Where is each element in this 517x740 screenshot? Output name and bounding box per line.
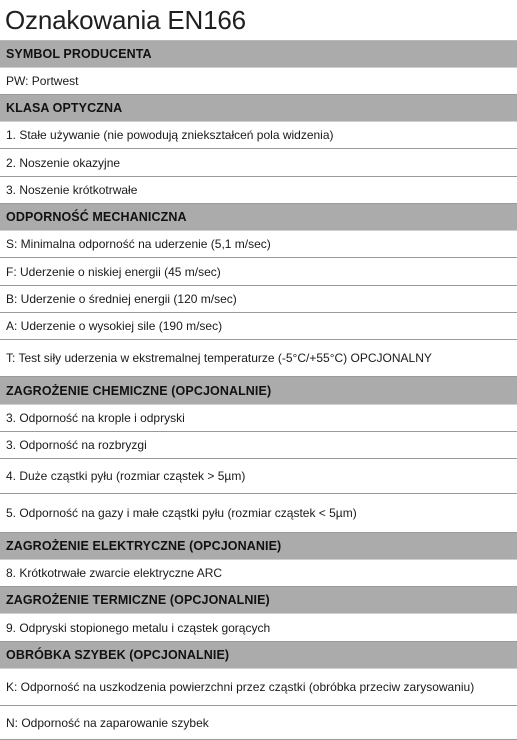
section-header-chemical-hazard: ZAGROŻENIE CHEMICZNE (OPCJONALNIE) <box>0 377 517 405</box>
table-row: 8. Krótkotrwałe zwarcie elektryczne ARC <box>0 560 517 587</box>
table-row: N: Odporność na zaparowanie szybek <box>0 706 517 740</box>
table-row: A: Uderzenie o wysokiej sile (190 m/sec) <box>0 313 517 340</box>
table-row: 1. Stałe używanie (nie powodują zniekształceń pola widzenia) <box>0 122 517 149</box>
table-row: 5. Odporność na gazy i małe cząstki pyłu (rozmiar cząstek < 5µm) <box>0 494 517 533</box>
table-row: K: Odporność na uszkodzenia powierzchni przez cząstki (obróbka przeciw zarysowaniu) <box>0 669 517 706</box>
table-row: F: Uderzenie o niskiej energii (45 m/sec) <box>0 258 517 286</box>
table-row: 9. Odpryski stopionego metalu i cząstek gorących <box>0 614 517 642</box>
table-row: S: Minimalna odporność na uderzenie (5,1 m/sec) <box>0 231 517 258</box>
table-row: 3. Odporność na krople i odpryski <box>0 405 517 432</box>
section-header-thermal-hazard: ZAGROŻENIE TERMICZNE (OPCJONALNIE) <box>0 587 517 614</box>
section-header-mechanical-resistance: ODPORNOŚĆ MECHANICZNA <box>0 204 517 231</box>
page-title: Oznakowania EN166 <box>5 5 246 35</box>
table-row: 4. Duże cząstki pyłu (rozmiar cząstek > 5µm) <box>0 459 517 494</box>
table-row: 2. Noszenie okazyjne <box>0 149 517 177</box>
table-row: PW: Portwest <box>0 68 517 95</box>
table-row: T: Test siły uderzenia w ekstremalnej temperaturze (-5°C/+55°C) OPCJONALNY <box>0 340 517 377</box>
section-header-electrical-hazard: ZAGROŻENIE ELEKTRYCZNE (OPCJONANIE) <box>0 533 517 560</box>
markings-table <box>0 40 517 740</box>
section-header-lens-treatment: OBRÓBKA SZYBEK (OPCJONALNIE) <box>0 642 517 669</box>
table-row: 3. Noszenie krótkotrwałe <box>0 177 517 204</box>
table-row: B: Uderzenie o średniej energii (120 m/sec) <box>0 286 517 313</box>
section-header-manufacturer: SYMBOL PRODUCENTA <box>0 41 517 68</box>
section-header-optical-class: KLASA OPTYCZNA <box>0 95 517 122</box>
table-row: 3. Odporność na rozbryzgi <box>0 432 517 459</box>
